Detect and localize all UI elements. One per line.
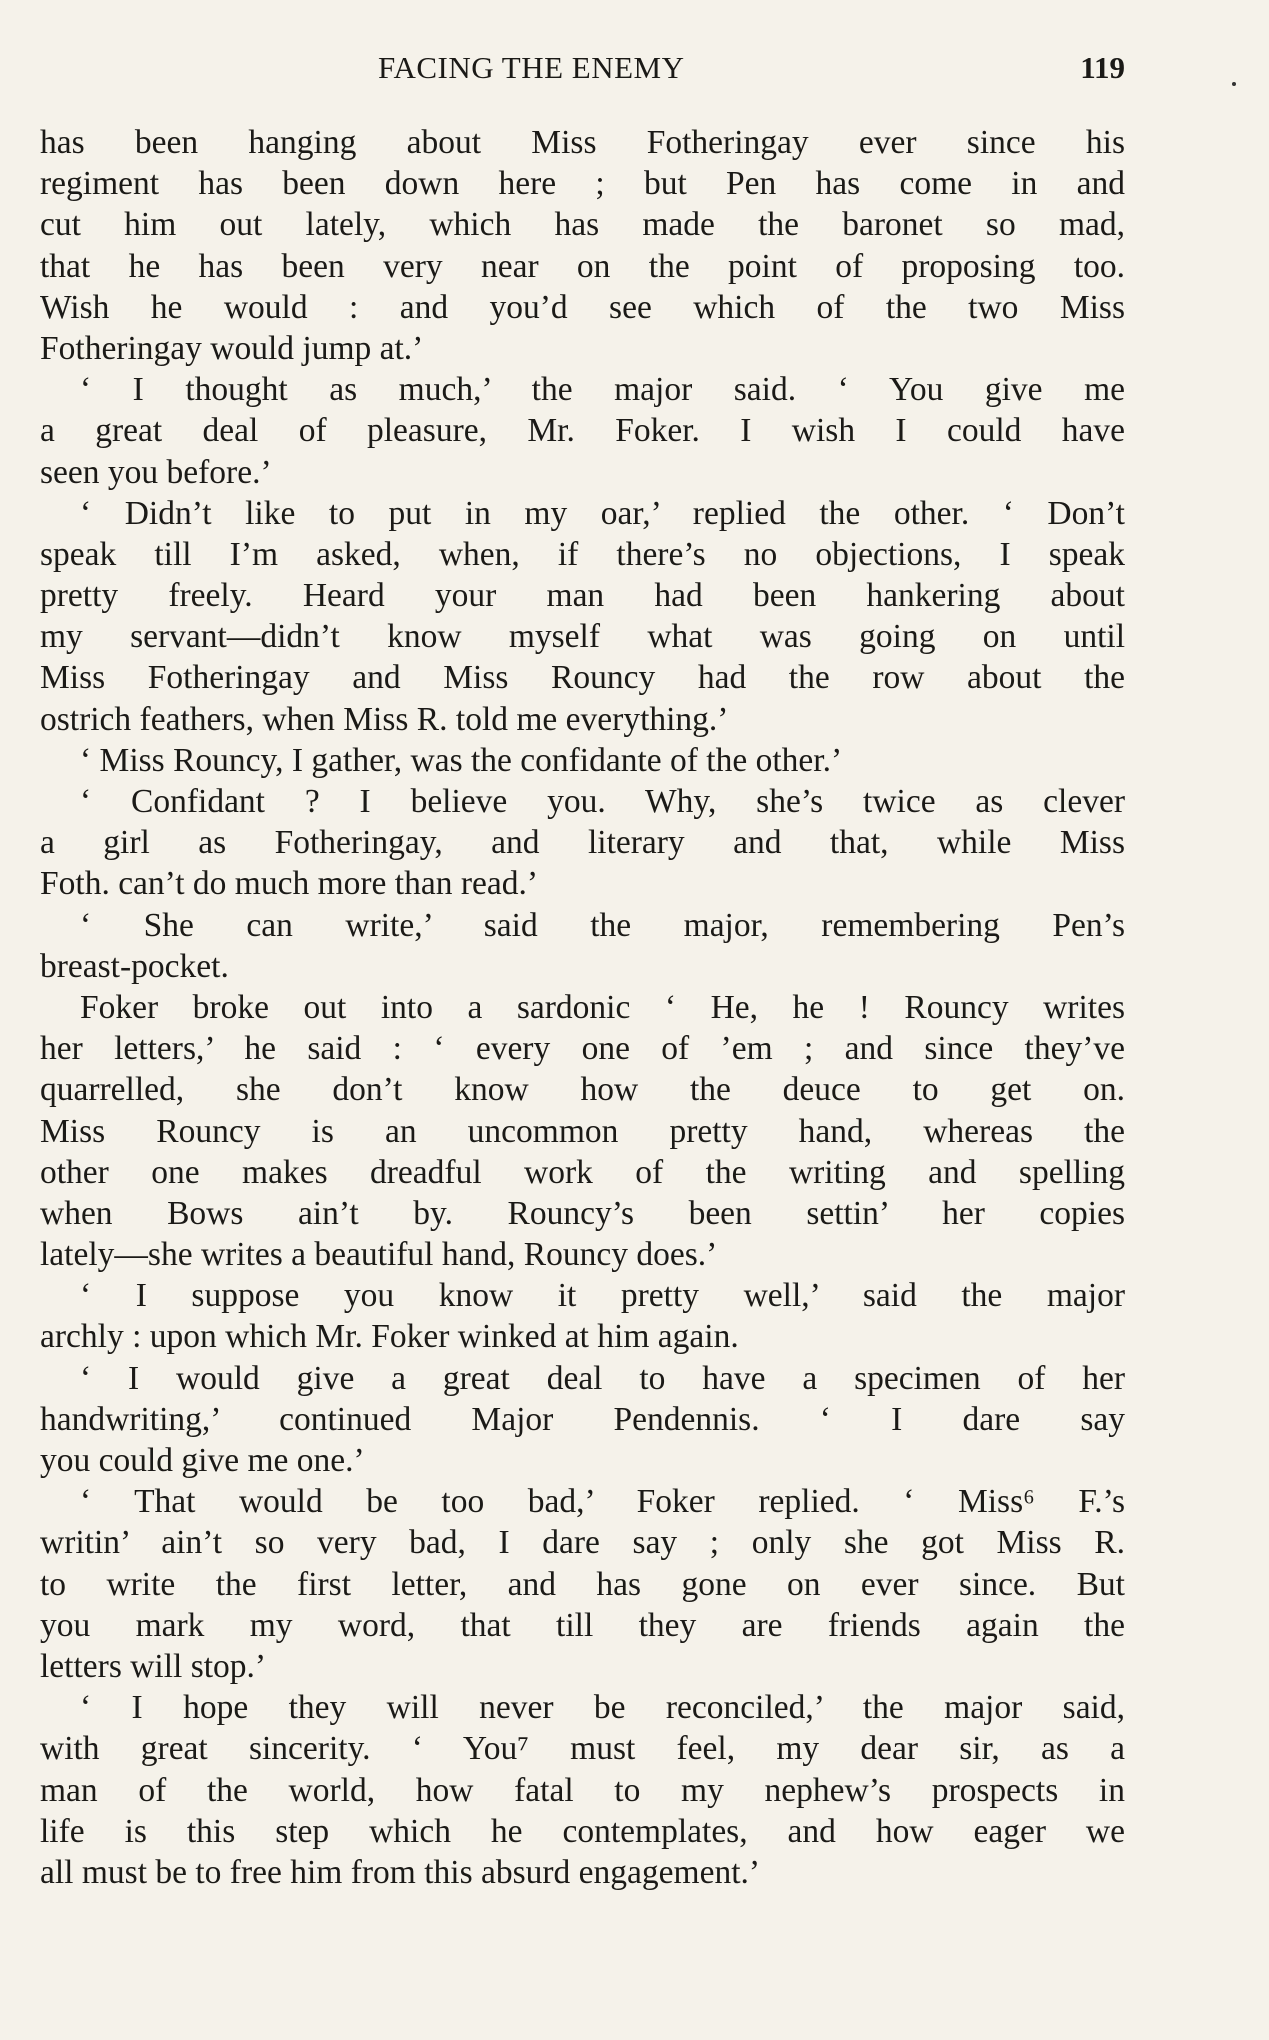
- text-line: ‘ I thought as much,’ the major said. ‘ You give me: [80, 371, 1125, 409]
- text-line: Miss Rouncy is an uncommon pretty hand, whereas the: [40, 1112, 1125, 1150]
- text-line: Wish he would : and you’d see which of the two Miss: [40, 288, 1125, 326]
- text-line: a great deal of pleasure, Mr. Foker. I wish I could have: [40, 412, 1125, 450]
- text-line: ‘ I hope they will never be reconciled,’ the major said,: [80, 1689, 1125, 1727]
- text-line: ‘ She can write,’ said the major, remembering Pen’s: [80, 906, 1125, 944]
- text-line: my servant—didn’t know myself what was going on until: [40, 618, 1125, 656]
- text-line: that he has been very near on the point of proposing too.: [40, 247, 1125, 285]
- text-line: with great sincerity. ‘ You⁷ must feel, my dear sir, as a: [40, 1730, 1125, 1768]
- running-head: [40, 44, 1125, 94]
- text-line: you mark my word, that till they are friends again the: [40, 1606, 1125, 1644]
- text-line: cut him out lately, which has made the baronet so mad,: [40, 206, 1125, 244]
- text-line: lately—she writes a beautiful hand, Rouncy does.’: [40, 1236, 718, 1274]
- text-line: a girl as Fotheringay, and literary and that, while Miss: [40, 824, 1125, 862]
- text-line: pretty freely. Heard your man had been hankering about: [40, 577, 1125, 615]
- text-line: quarrelled, she don’t know how the deuce to get on.: [40, 1071, 1125, 1109]
- body-text: [40, 122, 1125, 1893]
- text-line: regiment has been down here ; but Pen has come in and: [40, 165, 1125, 203]
- text-line: has been hanging about Miss Fotheringay ever since his: [40, 124, 1125, 161]
- text-line: Foth. can’t do much more than read.’: [40, 865, 539, 903]
- text-line: ostrich feathers, when Miss R. told me everything.’: [40, 700, 729, 738]
- text-line: ‘ I would give a great deal to have a specimen of her: [80, 1359, 1125, 1397]
- text-line: you could give me one.’: [40, 1442, 365, 1479]
- chapter-title: FACING THE ENEMY: [378, 50, 685, 85]
- text-line: man of the world, how fatal to my nephew’s prospects in: [40, 1771, 1125, 1809]
- text-line: all must be to free him from this absurd engagement.’: [40, 1853, 761, 1891]
- text-line: seen you before.’: [40, 453, 272, 491]
- text-line: other one makes dreadful work of the writing and spelling: [40, 1153, 1125, 1191]
- dust-speck: [1232, 82, 1236, 86]
- text-line: handwriting,’ continued Major Pendennis. ‘ I dare say: [40, 1400, 1125, 1438]
- text-line: Fotheringay would jump at.’: [40, 329, 424, 367]
- text-line: ‘ Miss Rouncy, I gather, was the confidante of the other.’: [80, 741, 843, 779]
- text-line: her letters,’ he said : ‘ every one of ’em ; and since they’ve: [40, 1030, 1125, 1068]
- text-line: speak till I’m asked, when, if there’s no objections, I speak: [40, 535, 1125, 573]
- text-line: Foker broke out into a sardonic ‘ He, he ! Rouncy writes: [80, 988, 1125, 1026]
- text-line: Miss Fotheringay and Miss Rouncy had the row about the: [40, 659, 1125, 697]
- text-line: to write the first letter, and has gone on ever since. But: [40, 1565, 1125, 1603]
- text-line: ‘ Didn’t like to put in my oar,’ replied the other. ‘ Don’t: [80, 494, 1125, 532]
- text-line: breast-pocket.: [40, 947, 229, 985]
- text-line: writin’ ain’t so very bad, I dare say ; only she got Miss R.: [40, 1524, 1125, 1562]
- text-line: ‘ I suppose you know it pretty well,’ said the major: [80, 1277, 1125, 1315]
- text-line: archly : upon which Mr. Foker winked at him again.: [40, 1318, 739, 1356]
- text-line: when Bows ain’t by. Rouncy’s been settin’ her copies: [40, 1194, 1125, 1232]
- text-line: letters will stop.’: [40, 1647, 267, 1685]
- text-line: life is this step which he contemplates, and how eager we: [40, 1812, 1125, 1850]
- page-number: 119: [1080, 50, 1125, 85]
- text-line: ‘ Confidant ? I believe you. Why, she’s twice as clever: [80, 783, 1125, 820]
- text-line: ‘ That would be too bad,’ Foker replied. ‘ Miss⁶ F.’s: [80, 1483, 1125, 1521]
